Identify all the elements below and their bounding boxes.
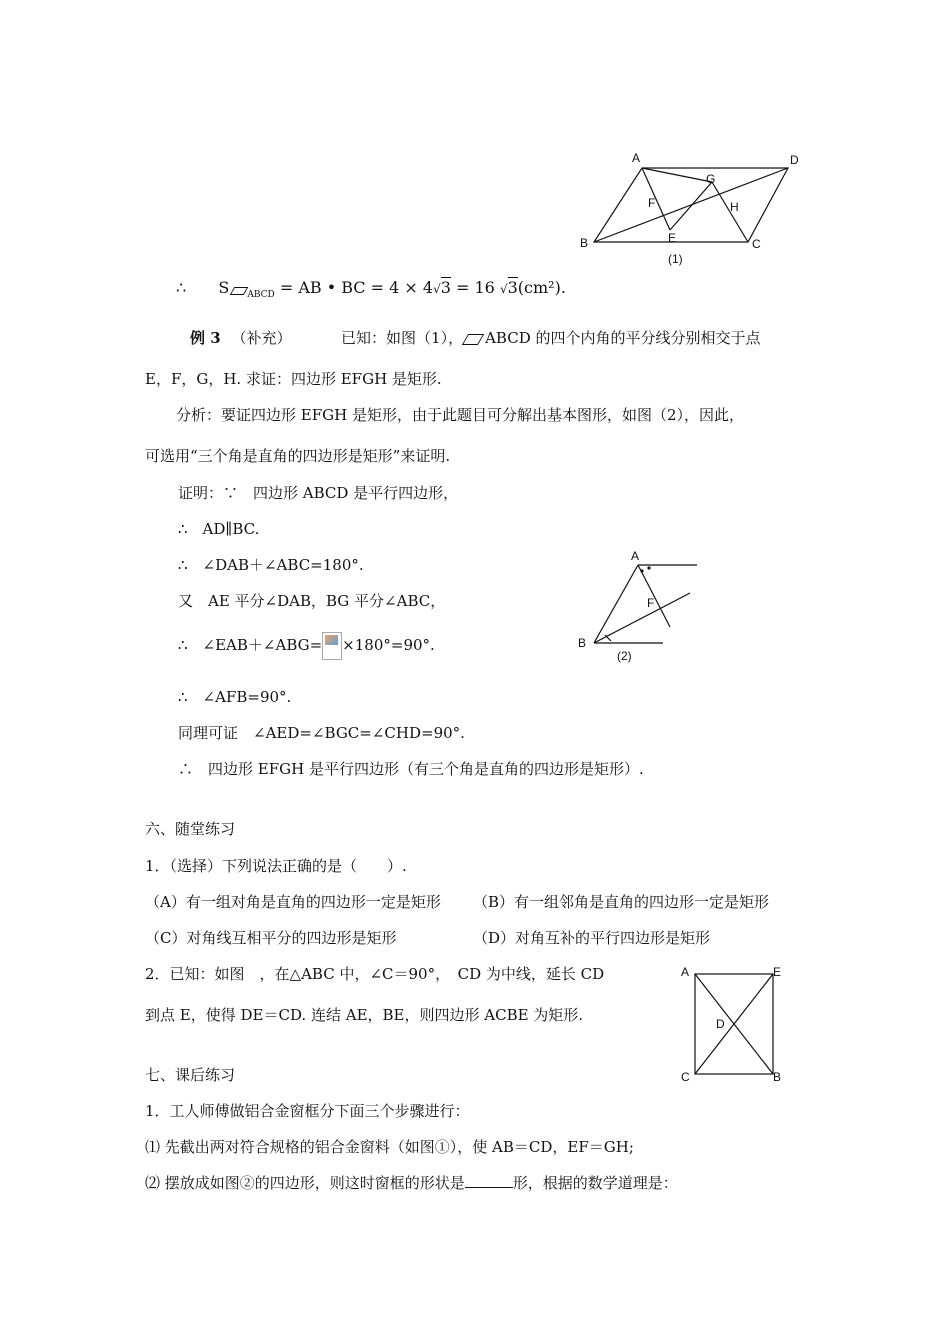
proof-line-5-end: ×180°=90°.	[342, 636, 435, 654]
label-A: A	[631, 549, 640, 563]
figure-3-rectangle	[678, 962, 793, 1087]
proof-line-7: 同理可证 ∠AED=∠BGC=∠CHD=90°.	[178, 724, 465, 742]
fraction-image-icon	[322, 632, 342, 660]
label-D: D	[790, 153, 799, 167]
area-formula: ∴ S $_{ABCD}$ = AB • BC = 4 × 4√3 = 16 √3(cm²).	[176, 278, 566, 300]
label-A: A	[632, 151, 641, 165]
homework-step1: ⑴ 先截出两对符合规格的铝合金窗料（如图①），使 AB＝CD，EF＝GH;	[145, 1138, 634, 1156]
example-given-rest: ABCD 的四个内角的平分线分别相交于点	[485, 329, 761, 347]
proof-line-1: 证明：∵ 四边形 ABCD 是平行四边形，	[178, 484, 459, 502]
label-H: H	[730, 200, 739, 214]
label-B: B	[578, 636, 587, 650]
option-d: （D）对角互补的平行四边形是矩形	[473, 929, 711, 947]
proof-line-2: ∴ AD∥BC.	[178, 520, 260, 538]
label-E: E	[668, 231, 677, 245]
formula-equals: = 16	[450, 278, 495, 297]
proof-line-8: ∴ 四边形 EFGH 是平行四边形（有三个角是直角的四边形是矩形）.	[178, 760, 644, 778]
proof-line-5-start: ∴ ∠EAB＋∠ABG=	[178, 636, 323, 654]
parallelogram-icon	[230, 287, 249, 295]
proof-line-3: ∴ ∠DAB＋∠ABC=180°.	[178, 556, 364, 574]
option-c: （C）对角线互相平分的四边形是矩形	[145, 929, 397, 947]
label-A: A	[681, 965, 690, 979]
label-F: F	[647, 596, 655, 610]
question-2-line2: 到点 E，使得 DE＝CD. 连结 AE，BE，则四边形 ACBE 为矩形.	[145, 1006, 584, 1024]
label-F: F	[648, 196, 656, 210]
label-B: B	[580, 236, 589, 250]
example-tag: （补充）	[231, 329, 292, 347]
figure-1-parallelogram	[570, 145, 810, 270]
label-G: G	[706, 172, 716, 186]
sqrt-value-1: 3	[440, 278, 451, 297]
area-subscript: ABCD	[247, 290, 275, 300]
option-a: （A）有一组对角是直角的四边形一定是矩形	[145, 893, 441, 911]
formula-expression: = AB • BC = 4 × 4	[279, 278, 434, 297]
homework-q1: 1．工人师傅做铝合金窗框分下面三个步骤进行：	[145, 1102, 470, 1120]
label-E: E	[773, 965, 782, 979]
example-title: 例 3	[190, 329, 221, 347]
question-1: 1．（选择）下列说法正确的是（ ）.	[145, 857, 407, 875]
figure-2-angle-bisectors	[575, 545, 705, 670]
label-D: D	[716, 1017, 725, 1031]
section-6-heading: 六、随堂练习	[145, 820, 236, 838]
example-3-line2: E，F，G，H. 求证：四边形 EFGH 是矩形.	[145, 370, 442, 388]
section-7-heading: 七、课后练习	[145, 1066, 236, 1084]
analysis-line1: 分析：要证四边形 EFGH 是矩形，由于此题目可分解出基本图形，如图（2），因此，	[176, 406, 745, 424]
area-symbol: S	[218, 278, 230, 297]
proof-line-6: ∴ ∠AFB=90°.	[178, 688, 292, 706]
step2-end: 形，根据的数学道理是：	[512, 1174, 678, 1192]
figure-caption: (2)	[617, 649, 632, 663]
answer-blank	[465, 1173, 513, 1188]
question-2-line1: 2．已知：如图 ，在△ABC 中，∠C＝90°， CD 为中线，延长 CD	[145, 965, 605, 983]
homework-step2	[145, 1172, 678, 1193]
parallelogram-icon	[462, 334, 484, 345]
label-B: B	[773, 1070, 782, 1084]
therefore-symbol: ∴	[176, 278, 187, 297]
example-given: 已知：如图（1），	[341, 329, 464, 347]
label-C: C	[752, 237, 761, 251]
proof-line-5	[178, 632, 435, 660]
option-b: （B）有一组邻角是直角的四边形一定是矩形	[473, 893, 770, 911]
example-3-line1	[190, 327, 761, 348]
label-C: C	[681, 1070, 690, 1084]
sqrt-value-2: 3	[507, 278, 518, 297]
formula-unit: (cm²).	[517, 278, 566, 297]
step2-start: ⑵ 摆放成如图②的四边形，则这时窗框的形状是	[145, 1174, 465, 1192]
analysis-line2: 可选用“三个角是直角的四边形是矩形”来证明.	[145, 447, 451, 465]
proof-line-4: 又 AE 平分∠DAB，BG 平分∠ABC，	[178, 592, 446, 610]
figure-caption: (1)	[668, 252, 683, 266]
